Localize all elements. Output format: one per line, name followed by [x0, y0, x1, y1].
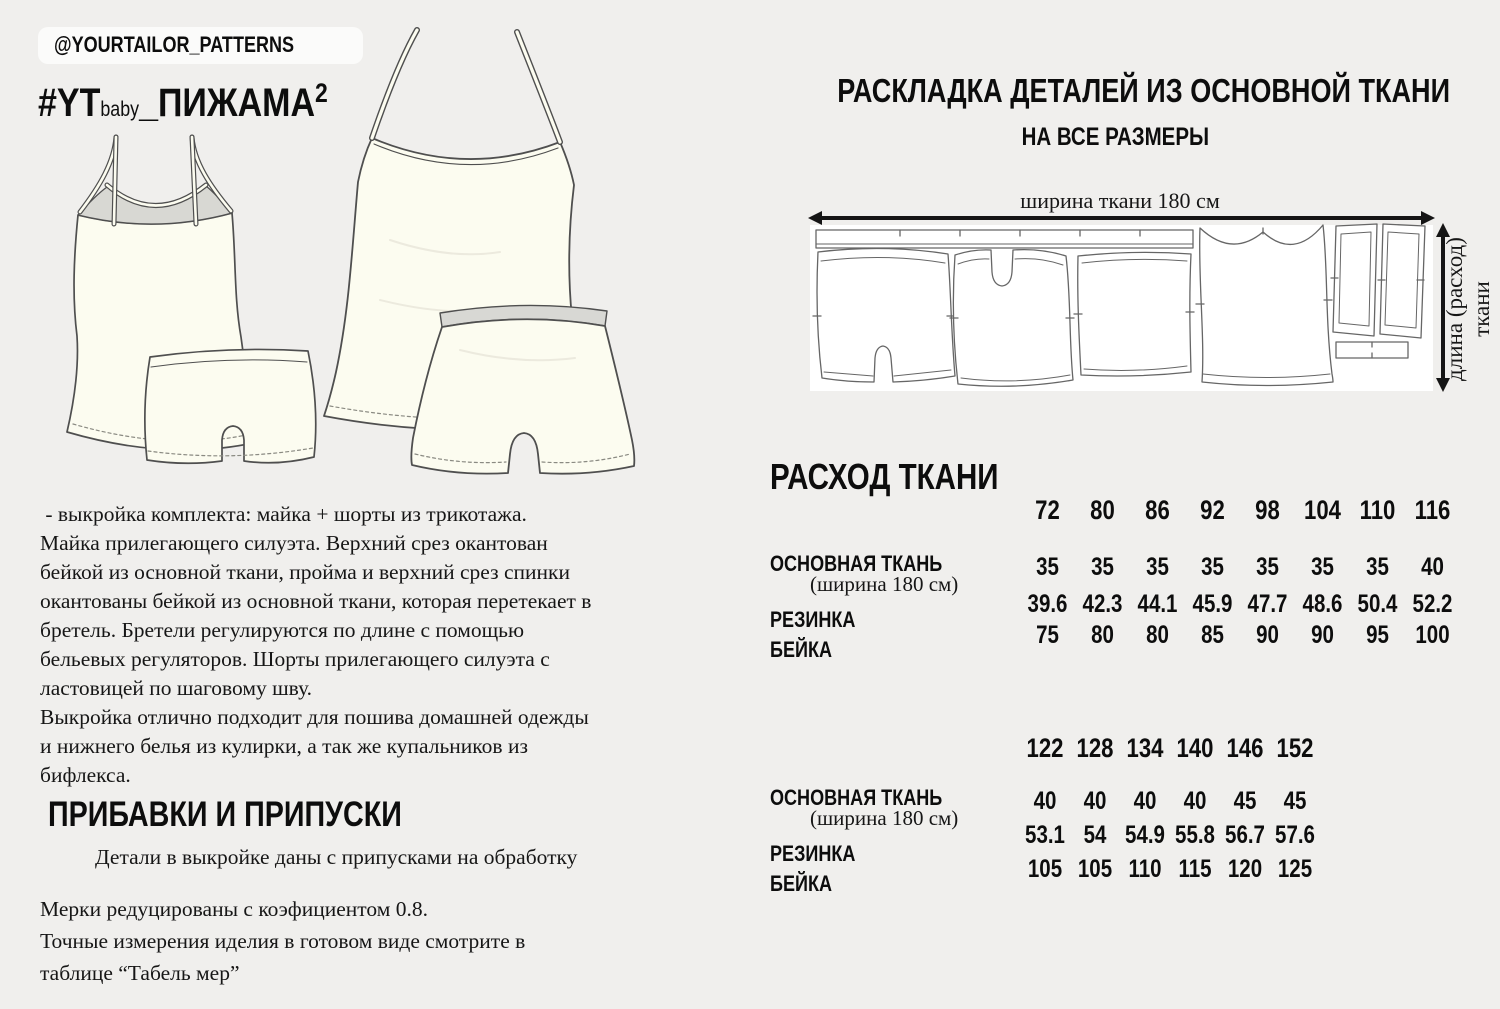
size-value: 128 — [1076, 733, 1114, 763]
consumption-heading: РАСХОД ТКАНИ — [770, 456, 999, 497]
binding-value: 105 — [1077, 855, 1113, 883]
length-label-line2: ткани — [1469, 281, 1494, 337]
size-value: 92 — [1200, 495, 1225, 525]
size-value: 146 — [1226, 733, 1264, 763]
binding-value: 75 — [1036, 621, 1059, 649]
t1-label-main: ОСНОВНАЯ ТКАНЬ — [770, 551, 943, 576]
main-fabric-value: 40 — [1133, 787, 1157, 815]
description-line: бретель. Бретели регулируются по длине с помощью — [40, 618, 525, 642]
piece-rectangle — [1078, 252, 1191, 376]
main-fabric-value: 35 — [1036, 553, 1059, 581]
size-value: 152 — [1276, 733, 1314, 763]
binding-value: 115 — [1178, 855, 1212, 883]
t1-label-binding: БЕЙКА — [770, 637, 833, 662]
elastic-value: 57.6 — [1275, 821, 1315, 849]
t2-label-main-sub: (ширина 180 см) — [810, 806, 959, 830]
fabric-layout-diagram — [800, 188, 1460, 400]
fabric-length-label-wrap — [1441, 224, 1497, 394]
description-line: бейкой из основной ткани, пройма и верхний срез спинки — [40, 560, 570, 584]
size-value: 72 — [1035, 495, 1060, 525]
t2-elastic-row — [1020, 821, 1320, 850]
description-line: бельевых регуляторов. Шорты прилегающего силуэта с — [40, 647, 550, 671]
size-value: 80 — [1090, 495, 1115, 525]
binding-value: 90 — [1311, 621, 1334, 649]
t1-binding-row — [1020, 621, 1460, 650]
description-line: и нижнего белья из кулирки, а так же купальников из — [40, 734, 528, 758]
layout-subtitle: НА ВСЕ РАЗМЕРЫ — [1021, 123, 1209, 151]
width-arrow — [808, 211, 1435, 225]
title-hashtag: #YT — [38, 81, 101, 125]
t1-label-main-sub: (ширина 180 см) — [810, 572, 959, 596]
main-fabric-value: 40 — [1083, 787, 1107, 815]
binding-value: 100 — [1415, 621, 1450, 649]
note-line: Мерки редуцированы с коэфициентом 0.8. — [40, 897, 428, 921]
t2-main-row — [1020, 787, 1320, 816]
elastic-value: 44.1 — [1137, 590, 1178, 618]
main-fabric-value: 35 — [1256, 553, 1279, 581]
binding-value: 95 — [1366, 621, 1389, 649]
note-line: Точные измерения иделия в готовом виде смотрите в — [40, 929, 526, 953]
elastic-value: 54 — [1083, 821, 1107, 849]
large-tank-right-strap — [517, 32, 560, 142]
size-value: 110 — [1359, 495, 1396, 525]
allowances-subnote: Детали в выкройке даны с припусками на обработку — [95, 845, 578, 869]
binding-value: 120 — [1227, 855, 1263, 883]
t2-binding-row — [1020, 855, 1320, 884]
size-value: 122 — [1026, 733, 1064, 763]
size-value: 98 — [1255, 495, 1280, 525]
main-fabric-value: 35 — [1366, 553, 1389, 581]
binding-value: 80 — [1146, 621, 1169, 649]
t2-label-elastic: РЕЗИНКА — [770, 841, 856, 866]
reduction-notes — [40, 893, 525, 989]
piece-shorts-front — [953, 250, 1073, 387]
size-value: 134 — [1126, 733, 1164, 763]
main-fabric-value: 45 — [1283, 787, 1307, 815]
description-paragraph — [40, 500, 700, 790]
description-line: Майка прилегающего силуэта. Верхний срез окантован — [40, 531, 548, 555]
binding-value: 105 — [1027, 855, 1063, 883]
length-label-line1: длина (расход) — [1442, 237, 1467, 381]
allowances-heading: ПРИБАВКИ И ПРИПУСКИ — [48, 795, 402, 834]
note-line: таблице “Табель мер” — [40, 961, 240, 985]
elastic-value: 42.3 — [1082, 590, 1123, 618]
size-value: 116 — [1414, 495, 1451, 525]
garment-flats-illustration — [30, 10, 680, 500]
description-line: ластовицей по шаговому шву. — [40, 676, 313, 700]
brand-handle: @YOURTAILOR_PATTERNS — [54, 32, 295, 57]
binding-value: 90 — [1256, 621, 1279, 649]
elastic-value: 47.7 — [1247, 590, 1288, 618]
elastic-value: 55.8 — [1175, 821, 1215, 849]
elastic-value: 48.6 — [1302, 590, 1343, 618]
elastic-value: 45.9 — [1192, 590, 1233, 618]
fabric-length-label — [1441, 224, 1497, 394]
piece-binding-strip — [816, 230, 1193, 248]
title-superscript: 2 — [315, 78, 328, 108]
elastic-value: 53.1 — [1025, 821, 1065, 849]
elastic-value: 52.2 — [1412, 590, 1453, 618]
fabric-width-label: ширина ткани 180 см — [1020, 188, 1220, 213]
t1-sizes-row — [1020, 495, 1460, 526]
main-fabric-value: 45 — [1233, 787, 1257, 815]
main-fabric-value: 40 — [1033, 787, 1057, 815]
t2-sizes-row — [1020, 733, 1320, 764]
main-fabric-value: 40 — [1183, 787, 1207, 815]
size-value: 86 — [1145, 495, 1170, 525]
binding-value: 110 — [1128, 855, 1162, 883]
elastic-value: 39.6 — [1027, 590, 1068, 618]
description-line: бифлекса. — [40, 763, 131, 787]
elastic-value: 56.7 — [1225, 821, 1265, 849]
size-value: 140 — [1176, 733, 1214, 763]
main-fabric-value: 35 — [1311, 553, 1334, 581]
layout-title: РАСКЛАДКА ДЕТАЛЕЙ ИЗ ОСНОВНОЙ ТКАНИ — [837, 72, 1451, 109]
main-fabric-value: 35 — [1091, 553, 1114, 581]
size-value: 104 — [1304, 495, 1341, 525]
t1-elastic-row — [1020, 590, 1460, 619]
large-shorts-body — [411, 319, 634, 473]
title-name: _ПИЖАМА — [139, 81, 316, 125]
elastic-value: 50.4 — [1357, 590, 1398, 618]
description-line: Выкройка отлично подходит для пошива домашней одежды — [40, 705, 589, 729]
t2-label-binding: БЕЙКА — [770, 871, 833, 896]
title-baby: baby — [100, 98, 140, 121]
main-fabric-value: 35 — [1201, 553, 1224, 581]
main-fabric-value: 40 — [1421, 553, 1444, 581]
binding-value: 125 — [1277, 855, 1313, 883]
binding-value: 85 — [1201, 621, 1224, 649]
t1-main-row — [1020, 553, 1460, 582]
piece-tank — [1200, 225, 1333, 386]
t2-label-main: ОСНОВНАЯ ТКАНЬ — [770, 785, 943, 810]
description-line: окантованы бейкой из основной ткани, которая перетекает в — [40, 589, 592, 613]
binding-value: 80 — [1091, 621, 1114, 649]
main-fabric-value: 35 — [1146, 553, 1169, 581]
elastic-value: 54.9 — [1125, 821, 1165, 849]
description-line: - выкройка комплекта: майка + шорты из трикотажа. — [40, 502, 527, 526]
t1-label-elastic: РЕЗИНКА — [770, 607, 856, 632]
